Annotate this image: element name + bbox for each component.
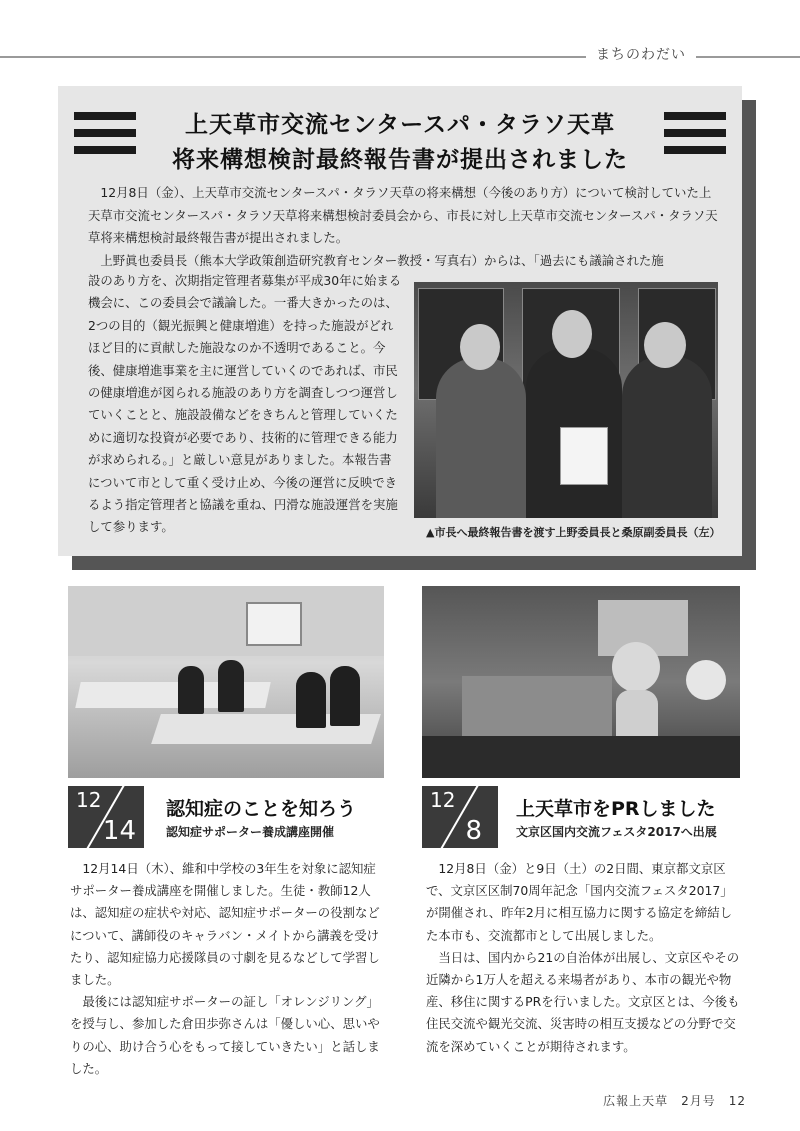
feature-para2-lead: 上野眞也委員長（熊本大学政策創造研究教育センター教授・写真右）からは、「過去にも議論された施: [100, 252, 664, 268]
photo-student-3: [296, 672, 326, 728]
photo-report-document: [560, 427, 608, 485]
feature-intro-paragraph: 12月8日（金）、上天草市交流センタースパ・タラソ天草の将来構想（今後のあり方）について検討していた上天草市交流センタースパ・タラソ天草将来構想検討委員会から、市長に対し上天草市交流センタースパ・タラソ天草将来構想検討最終報告書が提出されました。: [88, 185, 718, 246]
section-label: まちのわだい: [586, 44, 696, 64]
date-day: 8: [465, 816, 482, 846]
article-left-body: [70, 858, 382, 1080]
photo-student-1: [178, 666, 204, 714]
classroom-photo: [68, 586, 384, 778]
photo-student-2: [218, 660, 244, 712]
title-bars-left: [74, 112, 136, 163]
feature-article: [58, 86, 742, 556]
date-month: 12: [430, 788, 456, 812]
photo-wall: [68, 586, 384, 656]
date-badge-left: [68, 786, 144, 848]
photo-whiteboard: [246, 602, 302, 646]
festa-photo: [422, 586, 740, 778]
feature-photo-caption: ▲市長へ最終報告書を渡す上野委員長と桑原副委員長（左）: [426, 526, 721, 539]
article-left-subtitle: 認知症サポーター養成講座開催: [166, 825, 335, 839]
photo-mascot-head: [612, 642, 660, 692]
photo-crowd: [422, 736, 740, 778]
date-month: 12: [76, 788, 102, 812]
article-right-para1: 12月8日（金）と9日（土）の2日間、東京都文京区で、文京区区制70周年記念「国内交流フェスタ2017」が開催され、昨年2月に相互協力に関する協定を締結した本市も、交流都市として出展しました。: [426, 861, 733, 943]
article-left-para2: 最後には認知症サポーターの証し「オレンジリング」を授与し、参加した倉田歩弥さんは「優しい心、思いやりの心、助け合う心をもって接していきたい」と話しました。: [70, 994, 380, 1076]
article-left-para1: 12月14日（木）、維和中学校の3年生を対象に認知症サポーター養成講座を開催しました。生徒・教師12人は、認知症の症状や対応、認知症サポーターの役割などについて、講師役のキャラバン・メイトから講義を受けたり、認知症協力応援隊員の寸劇を見るなどして学習しました。: [70, 861, 380, 988]
article-right-para2: 当日は、国内から21の自治体が出展し、文京区やその近隣から1万人を超える来場者があり、本市の観光や物産、移住に関するPRを行いました。文京区とは、今後も住民交流や観光交流、災害時の相互支援などの分野で交流を深めていくことが期待されます。: [426, 949, 740, 1054]
article-right-body: [426, 858, 742, 1058]
photo-person-right: [622, 356, 712, 518]
feature-para2-continued: 設のあり方を、次期指定管理者募集が平成30年に始まる機会に、この委員会で議論した。一番大きかったのは、2つの目的（観光振興と健康増進）を持った施設がどれほど目的に貢献した施設なのか不透明であること。今後、健康増進事業を主に運営していくのであれば、市民の健康増進が図られる施設のあり方を調査しつつ運営していくことと、施設設備などをきちんと管理していくために適切な投資が必要であり、技術的に管理できる能力が求められる。」と厳しい意見がありました。本報告書について市として重く受け止め、今後の運営に反映できるよう指定管理者と協議を重ね、円滑な施設運営を実施して参ります。: [88, 273, 402, 535]
feature-photo: [414, 282, 718, 518]
feature-title-line2: 将来構想検討最終報告書が提出されました: [172, 147, 628, 173]
article-right-title: 上天草市をPRしました: [516, 798, 716, 820]
title-bars-right: [664, 112, 726, 163]
photo-head-right: [644, 322, 686, 368]
article-left-title: 認知症のことを知ろう: [166, 798, 357, 820]
photo-student-4: [330, 666, 360, 726]
photo-mascot-2-head: [686, 660, 726, 700]
date-badge-right: [422, 786, 498, 848]
photo-person-left: [436, 358, 526, 518]
feature-intro: [88, 182, 718, 272]
photo-head-center: [552, 310, 592, 358]
feature-title-line1: 上天草市交流センタースパ・タラソ天草: [185, 112, 615, 138]
date-day: 14: [102, 816, 136, 846]
article-right-subtitle: 文京区国内交流フェスタ2017へ出展: [516, 825, 717, 839]
page-footer: 広報上天草 2月号 12: [603, 1094, 746, 1108]
photo-booth: [462, 676, 612, 736]
photo-head-left: [460, 324, 500, 370]
